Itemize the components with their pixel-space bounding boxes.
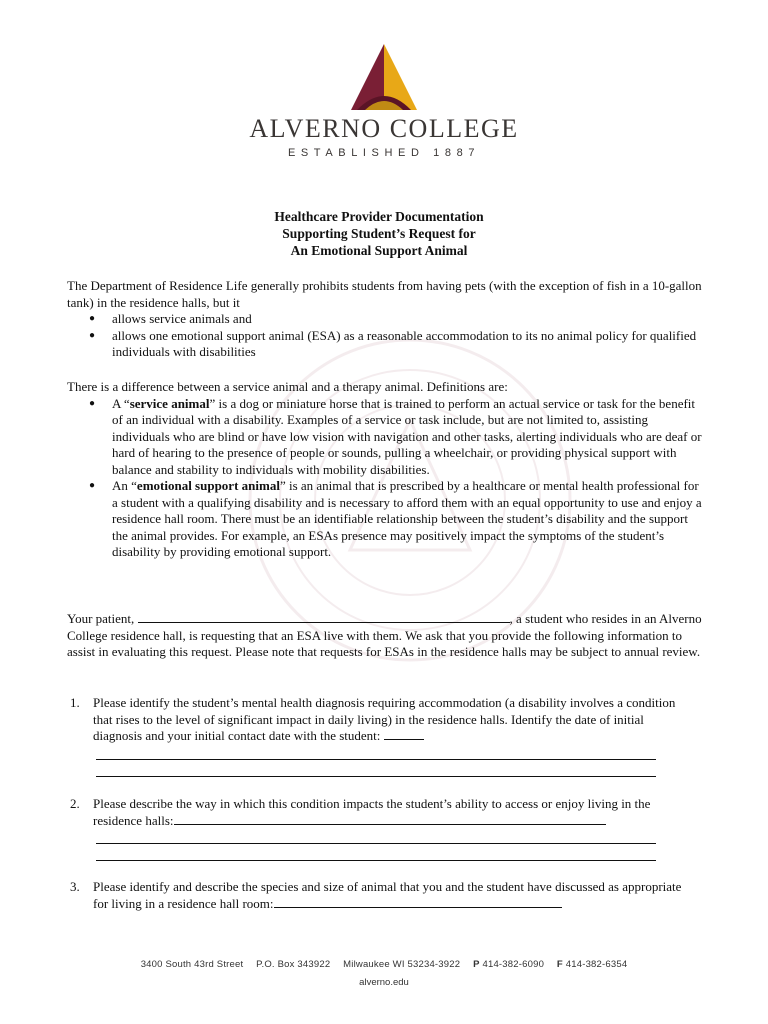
- footer-po-box: P.O. Box 343922: [256, 959, 331, 970]
- species-field[interactable]: [274, 896, 562, 908]
- date-field[interactable]: [384, 728, 424, 740]
- answer-line-2b[interactable]: [96, 860, 656, 861]
- esa-definition: ● An “emotional support animal” is an animal that is prescribed by a healthcare or mental health professional for a student with a qualifying disability and is necessary to afford them with an equal opportunity to use and enjoy a residence hall room. There must be an identifiable relationship between the student’s disability and the support the animal provides. For example, an ESAs presence may positively impact the symptoms of the student’s disability by providing emotional support.: [89, 478, 702, 559]
- list-item: ● allows one emotional support animal (ESA) as a reasonable accommodation to its no animal policy for qualified individuals with disabilities: [89, 327, 697, 359]
- patient-paragraph: Your patient, , a student who resides in an Alverno College residence hall, is requesting that an ESA live with them. We ask that you provide the following information to assist in evaluating this request. Please note that requests for ESAs in the residence halls may be subject to annual review.: [67, 611, 702, 659]
- bullet-icon: ●: [89, 329, 96, 341]
- question-3: 3. Please identify and describe the species and size of animal that you and the student have discussed as appropriate for living in a residence hall room:: [70, 879, 682, 911]
- bullet-icon: ●: [89, 313, 96, 324]
- footer-city: Milwaukee WI 53234-3922: [343, 959, 461, 970]
- title-line-1: Healthcare Provider Documentation: [274, 209, 484, 224]
- footer-phone: 414-382-6090: [482, 959, 545, 970]
- question-2: 2. Please describe the way in which this condition impacts the student’s ability to access or enjoy living in the residence halls:: [70, 796, 651, 828]
- esa-term: emotional support animal: [136, 478, 280, 493]
- document-title: [0, 208, 758, 259]
- definitions-intro: There is a difference between a service animal and a therapy animal. Definitions are:: [67, 379, 508, 394]
- answer-line-1b[interactable]: [96, 776, 656, 777]
- service-animal-term: service animal: [129, 395, 210, 411]
- alverno-logo-icon: [351, 44, 417, 110]
- title-line-2: Supporting Student’s Request for: [282, 226, 476, 241]
- list-item: ● allows service animals and: [89, 311, 252, 326]
- bullet-icon: ●: [89, 480, 96, 491]
- phone-label: P: [473, 959, 480, 970]
- title-line-3: An Emotional Support Animal: [290, 243, 468, 258]
- footer-contact: [0, 959, 768, 970]
- definitions-section: [67, 379, 707, 561]
- definitions-list: [67, 396, 707, 561]
- established-tagline: ESTABLISHED 1887: [287, 147, 481, 159]
- answer-line-1a[interactable]: [96, 759, 656, 760]
- intro-bullet-list: [67, 311, 707, 361]
- bullet-icon: ●: [89, 397, 96, 409]
- footer-fax: 414-382-6354: [565, 959, 628, 970]
- footer-website[interactable]: alverno.edu: [359, 977, 409, 988]
- intro-section: [67, 278, 707, 361]
- question-1: 1. Please identify the student’s mental health diagnosis requiring accommodation (a disability involves a condition that rises to the level of significant impact in daily living) in the residence halls. Identify the date of initial diagnosis and your initial contact date with the student:: [70, 695, 676, 743]
- college-name: ALVERNO COLLEGE: [249, 114, 519, 143]
- intro-paragraph: The Department of Residence Life generally prohibits students from having pets (with the exception of fish in a 10-gallon tank) in the residence halls, but it: [67, 278, 702, 310]
- service-animal-definition: ● A “service animal” is a dog or miniature horse that is trained to perform an actual service or task for the benefit of an individual with a disability. Examples of a service or task include, but are not limited to, assisting individuals who are blind or have low vision with navigation and other tasks, alerting individuals who are deaf or hard of hearing to the presence of people or sounds, pulling a wheelchair, or providing physical support with balance and stability to individuals with mobility disabilities.: [89, 395, 702, 477]
- footer-address: 3400 South 43rd Street: [140, 959, 244, 970]
- answer-line-2a[interactable]: [96, 843, 656, 844]
- patient-name-field[interactable]: [138, 611, 510, 623]
- impact-field[interactable]: [174, 813, 606, 825]
- fax-label: F: [556, 959, 563, 970]
